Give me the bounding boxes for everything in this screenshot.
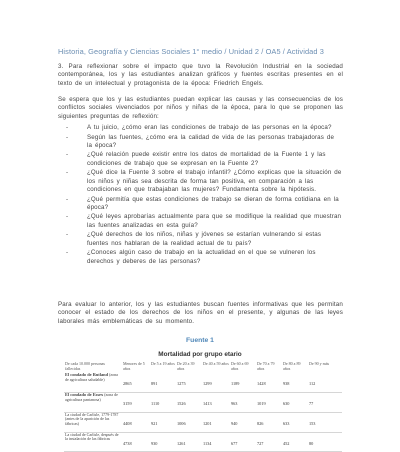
list-item: - ¿Conoces algún caso de trabajo en la actualidad en el que se vulneren los derechos y deberes de las personas? xyxy=(66,249,316,265)
table-cell: 677 xyxy=(230,432,256,452)
table-title: Mortalidad por grupo etario xyxy=(158,351,242,358)
question-text: ¿Qué permitía que estas condiciones de trabajo se dieran de forma cotidiana en la época? xyxy=(87,195,339,211)
row-label-strong: El condado de Essex xyxy=(65,391,104,397)
table-cell: 891 xyxy=(150,373,176,392)
table-cell: 633 xyxy=(282,412,308,432)
question-text: ¿Qué derechos de los niños, niñas y jóvenes se estarían vulnerando si estas fuentes nos hablaran de la realidad actual de tu país? xyxy=(87,231,322,247)
reflection-questions-list xyxy=(66,124,342,267)
list-item: - ¿Qué leyes aprobarías actualmente para que se modifique la realidad que muestran las fuentes analizadas en esta guía? xyxy=(66,213,342,229)
table-cell: 826 xyxy=(256,412,282,432)
column-header: Menores de 5 años xyxy=(123,361,145,371)
column-header: De cada 10.000 personas fallecidas xyxy=(65,361,105,371)
table-cell: 1299 xyxy=(202,373,230,392)
table-cell: 1413 xyxy=(202,392,230,412)
table-cell: 1261 xyxy=(176,432,202,452)
table-cell: 452 xyxy=(282,432,308,452)
table-row xyxy=(64,392,342,412)
table-cell: 77 xyxy=(308,392,342,412)
row-label-detail: (zona de agricultura saludable) xyxy=(65,372,118,382)
closing-paragraph: Para evaluar lo anterior, los y las estudiantes buscan fuentes informativas que les permitan conocer el estado de los derechos de los niños en el presente, y algunas de las leyes laborales más emblemáticas de su momento. xyxy=(58,301,343,325)
table-row xyxy=(64,373,342,392)
list-item: - A tu juicio, ¿cómo eran las condiciones de trabajo de las personas en la época? xyxy=(66,124,332,131)
column-header: De 5 a 19 años xyxy=(151,361,175,366)
table-cell: 1189 xyxy=(230,373,256,392)
row-label-detail: (zona de agricultura pantanosa) xyxy=(65,391,118,402)
row-label xyxy=(64,412,122,432)
table-cell: 112 xyxy=(308,373,342,392)
list-item: - ¿Qué dice la Fuente 3 sobre el trabajo infantil? ¿Cómo explicas que la situación de los niños y niñas sea descrita de forma tan positiva, en comparación a las condiciones en que trabajaban las mujeres? Fundamenta sobre la hipótesis. xyxy=(66,169,342,193)
table-cell: 938 xyxy=(282,373,308,392)
table-cell: 630 xyxy=(282,392,308,412)
table-cell: 1428 xyxy=(256,373,282,392)
table-cell: 80 xyxy=(308,432,342,452)
column-header: De 40 a 59 años xyxy=(203,361,229,366)
row-label xyxy=(64,432,122,452)
table-cell: 4738 xyxy=(122,432,150,452)
row-label-detail: La ciudad de Carlisle, después de la instalación de las fábricas xyxy=(65,431,119,442)
table-cell: 1110 xyxy=(150,392,176,412)
table-row xyxy=(64,432,342,452)
column-header: De 90 y más xyxy=(309,361,330,366)
table-cell: 1526 xyxy=(176,392,202,412)
table-cell: 1275 xyxy=(176,373,202,392)
question-text: A tu juicio, ¿cómo eran las condiciones de trabajo de las personas en la época? xyxy=(87,124,332,131)
question-text: ¿Qué relación puede existir entre los datos de mortalidad de la Fuente 1 y las condiciones de trabajo que se expresan en la Fuente 2? xyxy=(87,151,326,167)
column-header: De 70 a 79 años xyxy=(257,361,275,371)
page-header: Historia, Geografía y Ciencias Sociales 1° medio / Unidad 2 / OA5 / Actividad 3 xyxy=(58,47,324,56)
list-item: - ¿Qué derechos de los niños, niñas y jóvenes se estarían vulnerando si estas fuentes nos hablaran de la realidad actual de tu país? xyxy=(66,231,322,247)
row-label xyxy=(64,373,122,392)
table-cell: 153 xyxy=(308,412,342,432)
column-header: De 60 a 69 años xyxy=(231,361,249,371)
list-item: - ¿Qué relación puede existir entre los datos de mortalidad de la Fuente 1 y las condiciones de trabajo que se expresan en la Fuente 2? xyxy=(66,151,326,167)
question-text: ¿Conoces algún caso de trabajo en la actualidad en el que se vulneren los derechos y deberes de las personas? xyxy=(87,249,316,265)
table-cell: 727 xyxy=(256,432,282,452)
table-cell: 1201 xyxy=(202,412,230,432)
table-cell: 3159 xyxy=(122,392,150,412)
table-cell: 2865 xyxy=(122,373,150,392)
table-cell: 1006 xyxy=(176,412,202,432)
table-cell: 921 xyxy=(150,412,176,432)
row-label-detail: La ciudad de Carlisle, 1779-1787 (antes de la aparición de las fábricas) xyxy=(65,411,119,426)
table-cell: 963 xyxy=(230,392,256,412)
table-cell: 1019 xyxy=(256,392,282,412)
table-row xyxy=(64,412,342,432)
column-header: De 20 a 39 años xyxy=(177,361,195,371)
list-item: - Según las fuentes, ¿cómo era la calidad de vida de las personas trabajadoras de la época? xyxy=(66,133,335,149)
source-label: Fuente 1 xyxy=(186,337,214,344)
table-cell: 1134 xyxy=(202,432,230,452)
expectation-paragraph: Se espera que los y las estudiantes puedan explicar las causas y las consecuencias de los conflictos sociales vivenciados por niños y niñas de la época, para lo que se proponen las siguientes preguntas de reflexión: xyxy=(58,96,343,120)
table-cell: 930 xyxy=(150,432,176,452)
list-item: - ¿Qué permitía que estas condiciones de trabajo se dieran de forma cotidiana en la época? xyxy=(66,195,339,211)
mortality-table xyxy=(64,361,342,452)
table-cell: 940 xyxy=(230,412,256,432)
row-label xyxy=(64,392,122,412)
mortality-table-container xyxy=(64,361,342,452)
row-label-strong: El condado de Rutland xyxy=(65,372,109,378)
question-text: ¿Qué dice la Fuente 3 sobre el trabajo infantil? ¿Cómo explicas que la situación de los niños y niñas sea descrita de forma tan positiva, en comparación a las condiciones en que trabajaban las mujeres? Fundamenta sobre la hipótesis. xyxy=(87,169,342,193)
column-header: De 80 a 89 años xyxy=(283,361,301,371)
table-cell: 4408 xyxy=(122,412,150,432)
activity-intro-paragraph: 3. Para reflexionar sobre el impacto que tuvo la Revolución Industrial en la sociedad contemporánea, los y las estudiantes analizan gráficos y fuentes escritas presentes en el texto de un intelectual y protagonista de la época: Friedrich Engels. xyxy=(58,63,343,87)
question-text: Según las fuentes, ¿cómo era la calidad de vida de las personas trabajadoras de la época? xyxy=(87,133,335,149)
question-text: ¿Qué leyes aprobarías actualmente para que se modifique la realidad que muestran las fuentes analizadas en esta guía? xyxy=(87,213,342,229)
